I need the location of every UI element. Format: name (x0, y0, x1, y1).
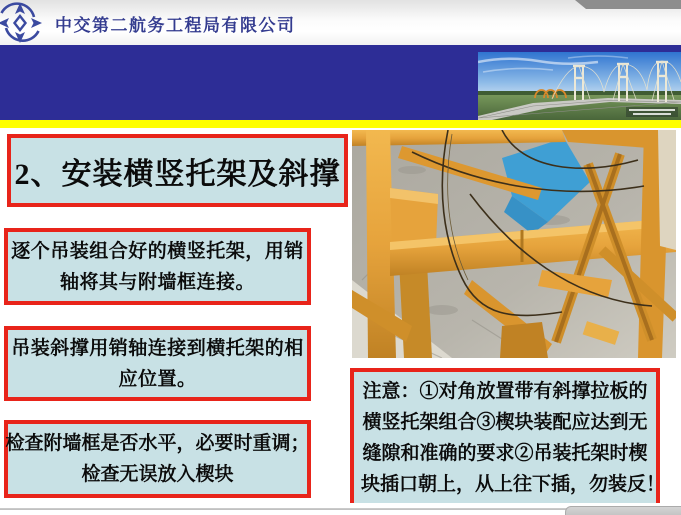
step-3-line-1: 检查附墙框是否水平，必要时重调； (5, 433, 310, 454)
note-line-3: 缝隙和准确的要求②吊装托架时楔 (362, 442, 648, 464)
banner-bar (0, 45, 681, 120)
step-1-line-1: 逐个吊装组合好的横竖托架，用销 (11, 240, 304, 262)
note-line-4: 块插口朝上，从上往下插，勿装反！ (361, 473, 666, 495)
bridge-rendering-image (478, 52, 681, 120)
step-1-line-2: 轴将其与附墙框连接。 (59, 271, 255, 293)
collapsed-toolbar-tab[interactable] (565, 506, 681, 515)
step-box-3 (4, 420, 311, 498)
step-2-line-1: 吊装斜撑用销轴连接到横托架的相 (11, 337, 304, 359)
step-box-2 (4, 326, 311, 401)
viewer-corner-overlay (575, 0, 681, 9)
step-box-1 (4, 228, 311, 305)
step-3-line-2: 检查无误放入楔块 (81, 464, 234, 485)
yellow-divider (0, 120, 681, 128)
viewer-footer (0, 503, 681, 515)
step-2-line-2: 应位置。 (118, 368, 197, 390)
cccc-compass-logo-icon (0, 1, 48, 45)
note-box (350, 368, 666, 509)
note-line-1: 注意：①对角放置带有斜撑拉板的 (362, 381, 648, 403)
slide-title-box (7, 134, 348, 207)
note-line-2: 横竖托架组合③楔块装配应达到无 (362, 412, 648, 434)
company-name: 中交第二航务工程局有限公司 (55, 16, 296, 35)
slide-title: 2、安装横竖托架及斜撑 (14, 157, 341, 191)
slide-header (0, 0, 681, 45)
crane-bracket-photo (352, 130, 676, 358)
